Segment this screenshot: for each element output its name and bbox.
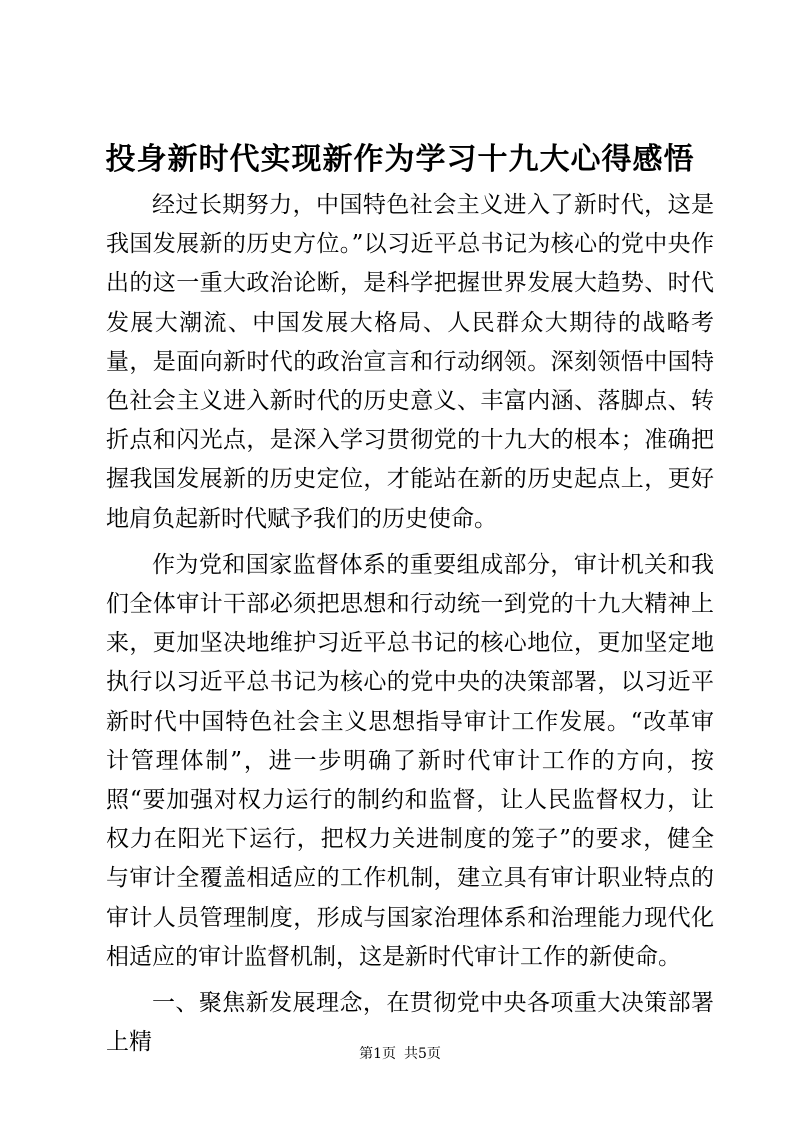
paragraph-2: 作为党和国家监督体系的重要组成部分，审计机关和我们全体审计干部必须把思想和行动统一到党的十九大精神上来，更加坚决地维护习近平总书记的核心地位，更加坚定地执行以习近平总书记为核心的党中央的决策部署，以习近平新时代中国特色社会主义思想指导审计工作发展。“改革审计管理体制”，进一步明确了新时代审计工作的方向，按照“要加强对权力运行的制约和监督，让人民监督权力，让权力在阳光下运行，把权力关进制度的笼子”的要求，健全与审计全覆盖相适应的工作机制，建立具有审计职业特点的审计人员管理制度，形成与国家治理体系和治理能力现代化相适应的审计监督机制，这是新时代审计工作的新使命。 xyxy=(106,551,714,970)
page-total: 共5页 xyxy=(404,1046,441,1062)
page-number: 第1页 xyxy=(359,1046,396,1062)
document-body xyxy=(106,186,714,1069)
paragraph-1: 经过长期努力，中国特色社会主义进入了新时代，这是我国发展新的历史方位。”以习近平总书记为核心的党中央作出的这一重大政治论断，是科学把握世界发展大趋势、时代发展大潮流、中国发展大格局、人民群众大期待的战略考量，是面向新时代的政治宣言和行动纲领。深刻领悟中国特色社会主义进入新时代的历史意义、丰富内涵、落脚点、转折点和闪光点，是深入学习贯彻党的十九大的根本；准确把握我国发展新的历史定位，才能站在新的历史起点上，更好地肩负起新时代赋予我们的历史使命。 xyxy=(106,192,714,532)
paragraph-3: 一、聚焦新发展理念，在贯彻党中央各项重大决策部署上精 xyxy=(106,990,714,1056)
page-footer xyxy=(0,1044,800,1064)
document-title: 投身新时代实现新作为学习十九大心得感悟 xyxy=(105,142,695,177)
